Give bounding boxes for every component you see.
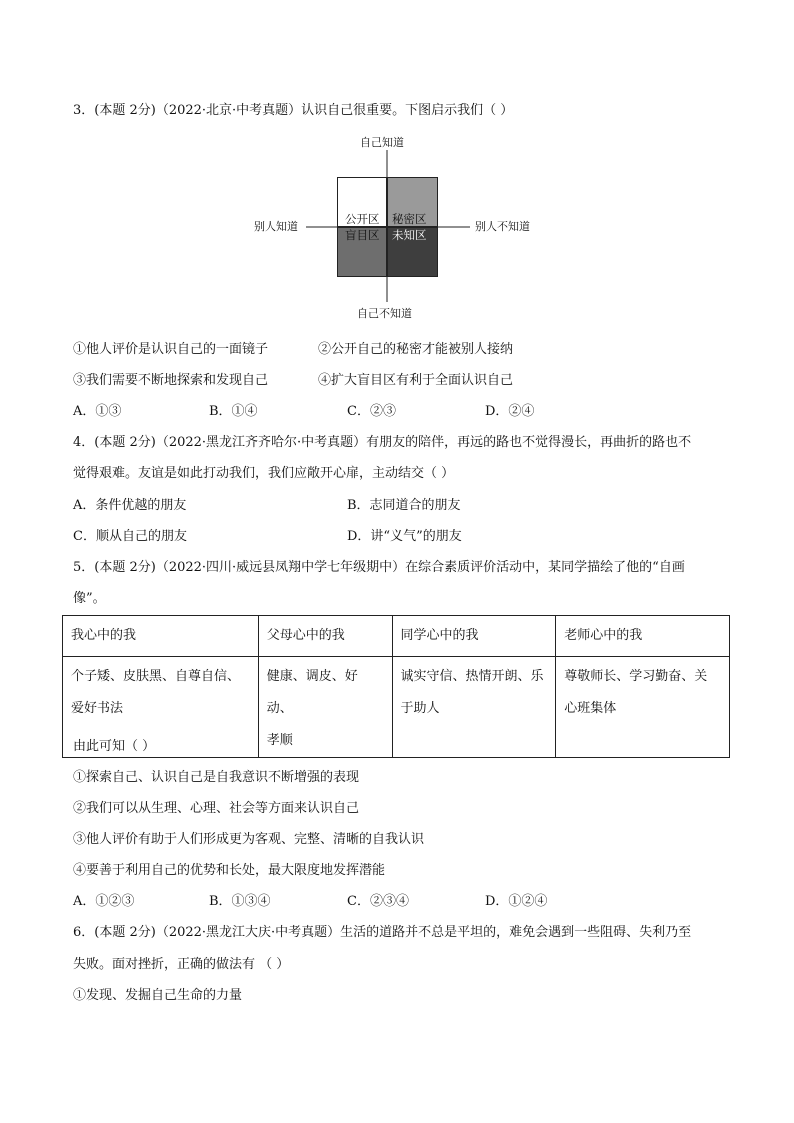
quadrant-open-label: 公开区: [345, 212, 380, 226]
q5-item-4: ④要善于利用自己的优势和长处，最大限度地发挥潜能: [73, 863, 386, 878]
q3-item-2: ②公开自己的秘密才能被别人接纳: [318, 342, 514, 357]
q5-option-d[interactable]: D．①②④: [485, 894, 548, 909]
q5-option-c[interactable]: C．②③④: [347, 894, 409, 909]
q3-item-4: ④扩大盲目区有利于全面认识自己: [318, 373, 514, 388]
q5-after: 由此可知（ ）: [73, 739, 156, 754]
quadrant-blind-label: 盲目区: [345, 228, 380, 242]
q3-option-c[interactable]: C．②③: [347, 404, 396, 419]
table-cell: [258, 657, 392, 758]
q4-option-d[interactable]: D．讲“义气”的朋友: [347, 529, 462, 544]
q4-stem-line1: 4．(本题 2分)（2022·黑龙江齐齐哈尔·中考真题）有朋友的陪伴，再远的路也不觉得漫长，再曲折的路也不: [73, 435, 692, 450]
q3-option-d[interactable]: D．②④: [485, 404, 535, 419]
table-cell-line: 诚实守信、热情开朗、乐: [400, 669, 544, 684]
q4-option-a[interactable]: A．条件优越的朋友: [73, 498, 187, 513]
q5-stem-line1: 5．(本题 2分)（2022·四川·威远县凤翔中学七年级期中）在综合素质评价活动中，某同学描绘了他的“自画: [73, 560, 685, 575]
axis-top-label: 自己知道: [360, 136, 404, 149]
quadrant-secret-label: 秘密区: [392, 212, 427, 226]
table-header-cell: 同学心中的我: [392, 616, 556, 657]
table-cell-line: 健康、调皮、好动、: [266, 669, 358, 716]
q3-option-a[interactable]: A．①③: [73, 404, 122, 419]
axis-left-label: 别人知道: [254, 220, 298, 233]
q5-option-a[interactable]: A．①②③: [73, 894, 135, 909]
q5-item-3: ③他人评价有助于人们形成更为客观、完整、清晰的自我认识: [73, 832, 425, 847]
q4-option-b[interactable]: B．志同道合的朋友: [347, 498, 461, 513]
q6-stem-line2: 失败。面对挫折，正确的做法有 （ ）: [73, 957, 290, 972]
q3-item-1: ①他人评价是认识自己的一面镜子: [73, 342, 269, 357]
q3-stem: 3．(本题 2分)（2022·北京·中考真题）认识自己很重要。下图启示我们（ ）: [73, 103, 514, 118]
q6-item-1: ①发现、发掘自己生命的力量: [73, 988, 243, 1003]
table-cell: [556, 657, 730, 758]
axis-right-label: 别人不知道: [475, 220, 530, 233]
q5-item-2: ②我们可以从生理、心理、社会等方面来认识自己: [73, 801, 360, 816]
table-cell-line: 孝顺: [266, 733, 293, 748]
table-header-cell: 父母心中的我: [258, 616, 392, 657]
table-row: [63, 657, 730, 758]
q4-option-c[interactable]: C．顺从自己的朋友: [73, 529, 187, 544]
q3-item-3: ③我们需要不断地探索和发现自己: [73, 373, 269, 388]
table-cell-line: 心班集体: [564, 701, 617, 716]
table-cell-line: 尊敬师长、学习勤奋、关: [564, 669, 708, 684]
q4-stem-line2: 觉得艰难。友谊是如此打动我们，我们应敞开心扉，主动结交（ ）: [73, 466, 455, 481]
table-header-cell: 老师心中的我: [556, 616, 730, 657]
table-cell-line: 爱好书法: [71, 701, 124, 716]
q5-stem-line2: 像”。: [73, 591, 106, 606]
table-cell: [392, 657, 556, 758]
q3-option-b[interactable]: B．①④: [209, 404, 258, 419]
table-cell-line: 于助人: [400, 701, 440, 716]
q6-stem-line1: 6．(本题 2分)（2022·黑龙江大庆·中考真题）生活的道路并不总是平坦的，难免会遇到一些阻碍、失利乃至: [73, 925, 692, 940]
q5-option-b[interactable]: B．①③④: [209, 894, 271, 909]
q5-item-1: ①探索自己、认识自己是自我意识不断增强的表现: [73, 770, 360, 785]
axis-bottom-label: 自己不知道: [357, 307, 412, 320]
table-cell-line: 个子矮、皮肤黑、自尊自信、: [71, 669, 241, 684]
self-portrait-table: [62, 615, 730, 758]
table-header-cell: 我心中的我: [63, 616, 259, 657]
quadrant-unknown-label: 未知区: [392, 228, 427, 242]
table-header-row: [63, 616, 730, 657]
